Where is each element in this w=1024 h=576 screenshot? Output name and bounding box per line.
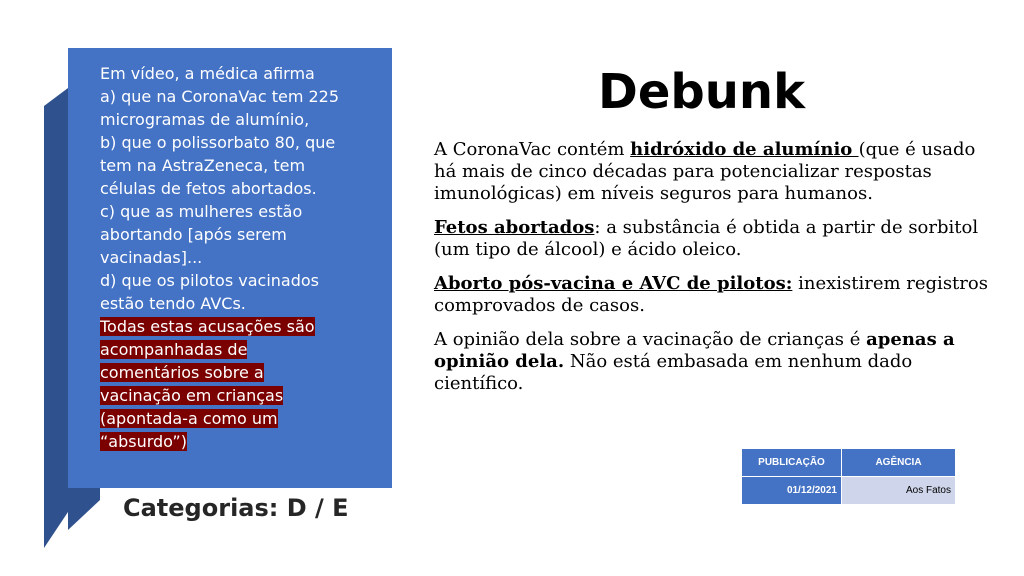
claim-line: d) que os pilotos vacinados — [100, 271, 319, 290]
table-header-row — [742, 449, 956, 477]
highlighted-claim-line: (apontada-a como um — [100, 409, 278, 428]
text-run: A CoronaVac contém — [434, 139, 631, 160]
debunk-body — [434, 139, 994, 407]
ribbon-left-fold — [44, 88, 68, 548]
text-run: : a substância é obtida a partir de sorbitol (um tipo de álcool) e ácido oleico. — [434, 217, 979, 260]
page-title: Debunk — [598, 64, 806, 120]
categories-label: Categorias: D / E — [123, 494, 349, 522]
highlighted-claim-line: vacinação em crianças — [100, 386, 284, 405]
claim-line: vacinadas]... — [100, 248, 203, 267]
claim-line: células de fetos abortados. — [100, 179, 317, 198]
emphasis-text: hidróxido de alumínio — [630, 139, 859, 160]
claim-line: c) que as mulheres estão — [100, 202, 303, 221]
claim-line: estão tendo AVCs. — [100, 294, 246, 313]
highlighted-claim-line: acompanhadas de — [100, 340, 248, 359]
text-run: A opinião dela sobre a vacinação de crianças é — [434, 329, 867, 350]
header-publication: PUBLICAÇÃO — [742, 449, 842, 477]
text-run: Não está embasada em nenhum dado científico. — [434, 351, 913, 394]
highlighted-claim-line: “absurdo”) — [100, 432, 187, 451]
emphasis-text: Aborto pós-vacina e AVC de pilotos: — [434, 273, 793, 294]
claims-text — [100, 62, 390, 453]
claim-line: Em vídeo, a médica afirma — [100, 64, 315, 83]
header-agency: AGÊNCIA — [842, 449, 956, 477]
table-row — [742, 477, 956, 505]
text-run: (que é usado há mais de cinco décadas para potencializar respostas imunológicas) em níveis seguros para humanos. — [434, 139, 976, 204]
debunk-paragraph-fetuses — [434, 217, 994, 261]
publication-table — [741, 448, 956, 505]
claim-line: a) que na CoronaVac tem 225 — [100, 87, 340, 106]
claim-line: tem na AstraZeneca, tem — [100, 156, 306, 175]
publication-date: 01/12/2021 — [742, 477, 842, 505]
emphasis-text: Fetos abortados — [434, 217, 595, 238]
claim-line: microgramas de alumínio, — [100, 110, 310, 129]
text-run: inexistirem registros comprovados de casos. — [434, 273, 988, 316]
ribbon-bottom-fold — [68, 488, 100, 530]
bold-text: apenas a opinião dela. — [434, 329, 955, 372]
claim-line: b) que o polissorbato 80, que — [100, 133, 336, 152]
agency-name: Aos Fatos — [842, 477, 956, 505]
debunk-paragraph-children — [434, 329, 994, 395]
debunk-paragraph-aluminium — [434, 139, 994, 205]
highlighted-claim-line: comentários sobre a — [100, 363, 264, 382]
debunk-paragraph-abortion-avc — [434, 273, 994, 317]
claim-line: abortando [após serem — [100, 225, 287, 244]
highlighted-claim-line: Todas estas acusações são — [100, 317, 315, 336]
